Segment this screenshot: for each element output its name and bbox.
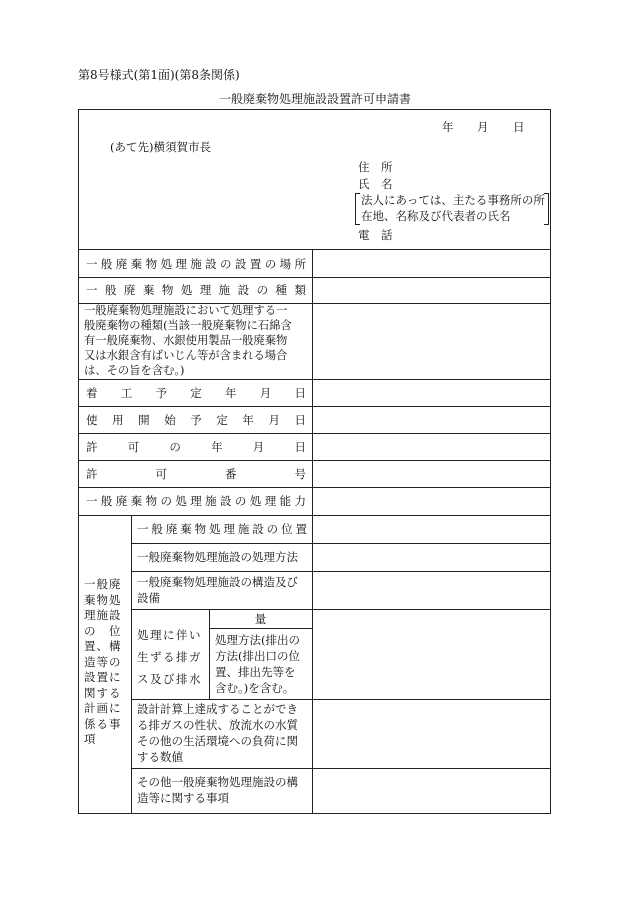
plan-exhaust-label: 処理に伴い 生ずる排ガ ス及び排水 — [137, 628, 202, 686]
plan-design-values-label: 設計計算上達成することができ る排ガスの性状、放流水の水質 その他の生活環境への負荷に関 する数値 — [137, 702, 298, 764]
method-field[interactable] — [313, 544, 550, 570]
treatment-field[interactable] — [313, 629, 550, 698]
date-month-label: 月 — [477, 120, 489, 134]
other-field[interactable] — [313, 769, 550, 813]
capacity-field[interactable] — [313, 488, 550, 514]
row-type-label: 一 般 廃 棄 物 処 理 施 設 の 種 類 — [86, 283, 306, 297]
name-label: 氏 名 — [358, 177, 393, 191]
plan-treatment-label: 処理方法(排出の 方法(排出口の位 置、排出先等を 含む。)を含む。 — [215, 633, 300, 695]
plan-position-label: 一 般 廃 棄 物 処 理 施 設 の 位 置 — [137, 522, 307, 536]
permit-date-field[interactable] — [313, 434, 550, 459]
form-number: 第8号様式(第1面)(第8条関係) — [78, 68, 240, 82]
row-location-label: 一 般 廃 棄 物 処 理 施 設 の 設 置 の 場 所 — [86, 257, 306, 271]
location-field[interactable] — [313, 250, 550, 276]
design-values-field[interactable] — [313, 700, 550, 767]
phone-label: 電 話 — [358, 228, 393, 242]
date-day-label: 日 — [513, 120, 525, 134]
type-field[interactable] — [313, 278, 550, 302]
row-permit-number-label: 許 可 番 号 — [86, 467, 306, 481]
note-bracket-right — [544, 193, 549, 225]
plan-section-label: 一般廃 棄物処 理施設 の 位 置、構 造等の 設置に 関する 計画に 係る事 項 — [84, 577, 122, 746]
structure-field[interactable] — [313, 572, 550, 608]
waste-kind-field[interactable] — [313, 304, 550, 378]
row-start-date-label: 着 工 予 定 年 月 日 — [86, 386, 306, 400]
plan-amount-label: 量 — [254, 612, 267, 626]
addressee: (あて先)横須賀市長 — [110, 140, 211, 154]
rule — [131, 515, 132, 814]
position-field[interactable] — [313, 516, 550, 542]
note-bracket-left — [355, 193, 360, 225]
address-label: 住 所 — [358, 160, 393, 174]
plan-other-label: その他一般廃棄物処理施設の構 造等に関する事項 — [137, 775, 298, 805]
permit-number-field[interactable] — [313, 461, 550, 486]
plan-method-label: 一般廃棄物処理施設の処理方法 — [137, 550, 298, 564]
document-title: 一般廃棄物処理施設設置許可申請書 — [218, 92, 411, 106]
use-date-field[interactable] — [313, 407, 550, 432]
date-year-label: 年 — [442, 120, 454, 134]
start-date-field[interactable] — [313, 380, 550, 405]
amount-field[interactable] — [313, 610, 550, 627]
plan-structure-label: 一般廃棄物処理施設の構造及び 設備 — [137, 575, 298, 605]
row-use-date-label: 使 用 開 始 予 定 年 月 日 — [86, 413, 306, 427]
row-waste-kind-label: 一般廃棄物処理施設において処理する一 般廃棄物の種類(当該一般廃棄物に石綿含 有一般廃棄物、水銀使用製品一般廃棄物 又は水銀含有ばいじん等が含まれる場合 は、その旨を含む。) — [84, 304, 292, 377]
corp-note-line1: 法人にあっては、主たる事務所の所 — [361, 193, 545, 207]
rule — [209, 628, 312, 629]
row-capacity-label: 一 般 廃 棄 物 の 処 理 施 設 の 処 理 能 力 — [86, 494, 306, 508]
corp-note-line2: 在地、名称及び代表者の氏名 — [361, 209, 511, 223]
row-permit-date-label: 許 可 の 年 月 日 — [86, 440, 306, 454]
